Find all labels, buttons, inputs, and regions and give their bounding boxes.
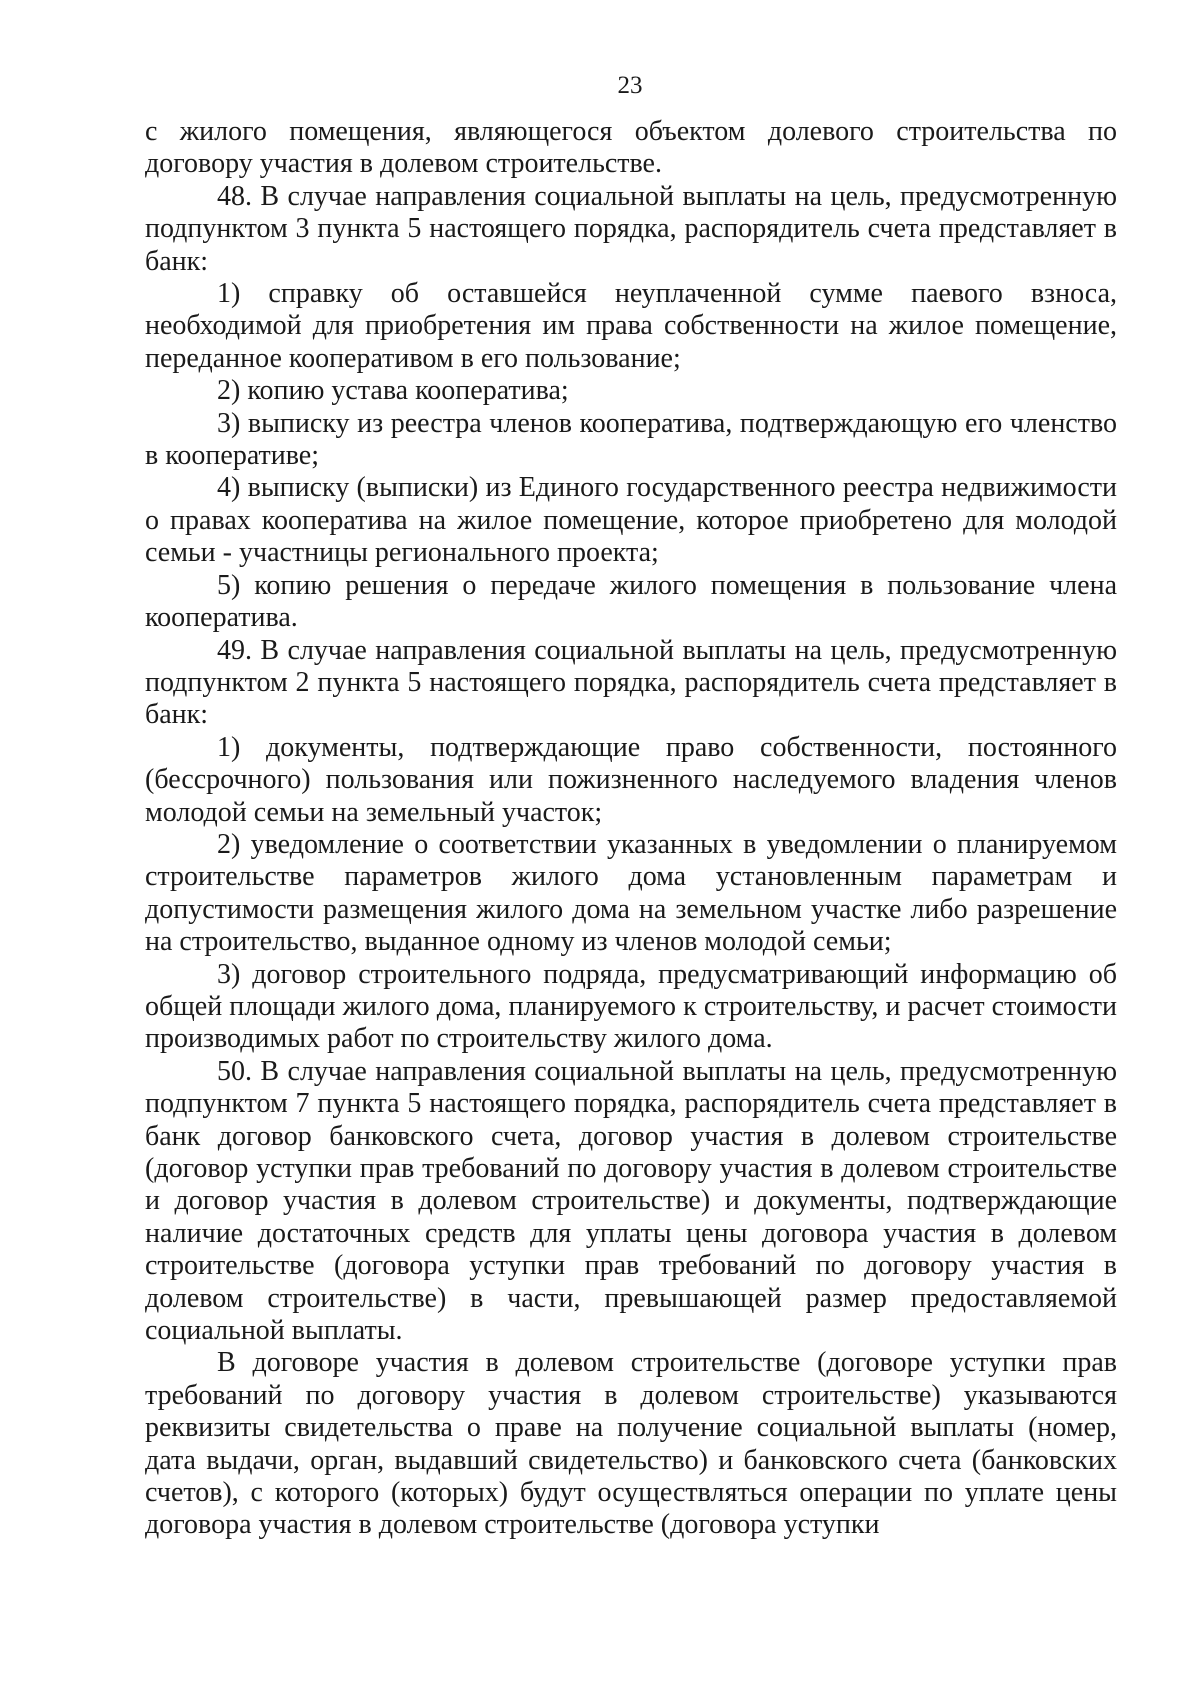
paragraph-48-item-3: 3) выписку из реестра членов кооператива, подтверждающую его членство в кооперативе;: [145, 407, 1117, 472]
paragraph-48: 48. В случае направления социальной выплаты на цель, предусмотренную подпунктом 3 пункта 5 настоящего порядка, распорядитель счета представляет в банк:: [145, 180, 1117, 277]
document-body: [145, 116, 1117, 1542]
paragraph-50: 50. В случае направления социальной выплаты на цель, предусмотренную подпунктом 7 пункта 5 настоящего порядка, распорядитель счета представляет в банк договор банковского счета, договор участия в долевом строительстве (договор уступки прав требований по договору участия в долевом строительстве и договор участия в долевом строительстве) и документы, подтверждающие наличие достаточных средств для уплаты цены договора участия в долевом строительстве (договора уступки прав требований по договору участия в долевом строительстве) в части, превышающей размер предоставляемой социальной выплаты.: [145, 1055, 1117, 1347]
paragraph-continuation: с жилого помещения, являющегося объектом долевого строительства по договору участия в долевом строительстве.: [145, 116, 1117, 180]
paragraph-48-item-1: 1) справку об оставшейся неуплаченной сумме паевого взноса, необходимой для приобретения им права собственности на жилое помещение, переданное кооперативом в его пользование;: [145, 278, 1117, 374]
paragraph-48-item-2: 2) копию устава кооператива;: [217, 375, 569, 407]
paragraph-49-item-3: 3) договор строительного подряда, предусматривающий информацию об общей площади жилого дома, планируемого к строительству, и расчет стоимости производимых работ по строительству жилого дома.: [145, 958, 1117, 1055]
paragraph-50-contract-details: В договоре участия в долевом строительстве (договоре уступки прав требований по договору участия в долевом строительстве) указываются реквизиты свидетельства о праве на получение социальной выплаты (номер, дата выдачи, орган, выдавший свидетельство) и банковского счета (банковских счетов), с которого (которых) будут осуществляться операции по уплате цены договора участия в долевом строительстве (договора уступки: [145, 1347, 1117, 1541]
paragraph-48-item-5: 5) копию решения о передаче жилого помещения в пользование члена кооператива.: [145, 569, 1117, 634]
paragraph-48-item-4: 4) выписку (выписки) из Единого государственного реестра недвижимости о правах кооператива на жилое помещение, которое приобретено для молодой семьи - участницы регионального проекта;: [145, 472, 1117, 569]
page-number: 23: [617, 72, 643, 99]
paragraph-49-item-2: 2) уведомление о соответствии указанных в уведомлении о планируемом строительстве параметров жилого дома установленным параметрам и допустимости размещения жилого дома на земельном участке либо разрешение на строительство, выданное одному из членов молодой семьи;: [145, 828, 1117, 958]
paragraph-49: 49. В случае направления социальной выплаты на цель, предусмотренную подпунктом 2 пункта 5 настоящего порядка, распорядитель счета представляет в банк:: [145, 634, 1117, 731]
paragraph-49-item-1: 1) документы, подтверждающие право собственности, постоянного (бессрочного) пользования или пожизненного наследуемого владения членов молодой семьи на земельный участок;: [145, 731, 1117, 828]
